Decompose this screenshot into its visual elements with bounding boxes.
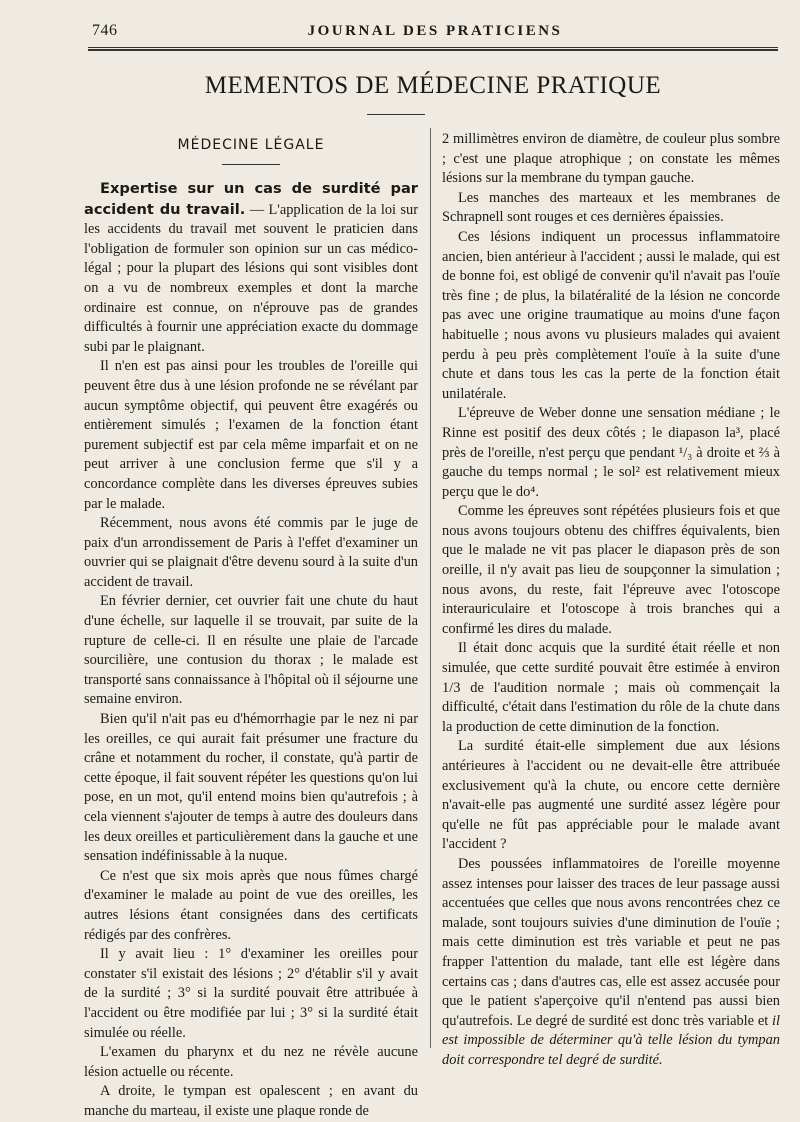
paragraph-text: Des poussées inflammatoires de l'oreille moyenne assez intenses pour laisser des traces de leur passage aussi accentuées que celles que nous avons rencontrées chez ce malade, sont toujours suivies d'une diminution de l'ouïe ; mais cette diminution est très variable et peut ne pas frapper l'attention du malade, tant elle est légère dans certains cas ; dans d'autres cas, elle est assez accusée pour que le patient s'aperçoive qu'il n'entend pas aussi bien qu'autrefois. Le degré de surdité est donc très variable et [442, 855, 780, 1029]
paragraph [442, 855, 780, 1071]
paragraph: Les manches des marteaux et les membranes de Schrapnell sont rouges et ces dernières épaissies. [442, 189, 780, 226]
paragraph: Comme les épreuves sont répétées plusieurs fois et que nous avons toujours obtenu des chiffres équivalents, bien que le malade ne vit pas placer le diapason près de son oreille, il n'y avait pas lieu de soupçonner la simulation ; nous avons, du reste, fait l'épreuve avec l'otoscope interauriculaire et l'otoscope à trois branches qui a confirmé les dires du malade. [442, 503, 780, 637]
left-column [84, 130, 418, 1122]
running-title: JOURNAL DES PRATICIENS [307, 22, 563, 39]
paragraph: Il n'en est pas ainsi pour les troubles de l'oreille qui peuvent être dus à une lésion profonde ne se révélant par aucun symptôme objectif, qui peuvent être exagérés ou entièrement simulés ; l'examen de la fonction étant purement subjectif est par cela même imparfait et on ne peut arriver à une conclusion ferme que s'il y a concordance complète dans les diverses épreuves subies par le malade. [84, 358, 418, 512]
subsection-title: MÉDECINE LÉGALE [177, 137, 325, 153]
paragraph: Il était donc acquis que la surdité était réelle et non simulée, que cette surdité pouvait être estimée à environ 1/3 de l'audition normale ; mais où commençait la difficulté, c'était dans l'estimation du rôle de la chute dans la production de cette diminution de la fonction. [442, 640, 780, 735]
paragraph-continued: 2 millimètres environ de diamètre, de couleur plus sombre ; c'est une plaque atrophique ; on constate les mêmes lésions sur la membrane du tympan gauche. [442, 131, 780, 187]
paragraph: En février dernier, cet ouvrier fait une chute du haut d'une échelle, sur laquelle il se trouvait, par suite de la rupture de celle-ci. Il en résulte une plaie de l'arcade sourcilière, une contusion du thorax ; le malade est transporté sans connaissance à l'hôpital où il séjourne une semaine environ. [84, 593, 418, 708]
paragraph: La surdité était-elle simplement due aux lésions antérieures à l'accident ou ne devait-elle être attribuée exclusivement qu'à la chute, ou encore cette dernière n'avait-elle pas augmenté une surdité assez légère pour qu'elle ne fût pas appréciable pour le malade avant l'accident ? [442, 738, 780, 853]
paragraph: Ces lésions indiquent un processus inflammatoire ancien, bien antérieur à l'accident ; aussi le malade, qui est de bonne foi, est obligé de convenir qu'il n'avait pas l'ouïe très fine ; de plus, la bilatéralité de la lésion ne concorde pas avec une origine traumatique au moins d'une façon habituelle ; nous avons vu plusieurs malades qui avaient perdu à peu près complètement l'ouïe à la suite d'une chute et dans tous les cas la perte de la fonction était unilatérale. [442, 228, 780, 402]
paragraph: Bien qu'il n'ait pas eu d'hémorrhagie par le nez ni par les oreilles, ce qui aurait fait présumer une fracture du crâne et notamment du rocher, il constate, qu'à partir de cette époque, il fait souvent répéter les questions qu'on lui pose, en un mot, qu'il entend moins bien qu'autrefois ; à cela viennent s'ajouter de temps à autre des douleurs dans les deux oreilles et particulièrement dans la gauche et une sensation indéfinissable à la nuque. [84, 711, 418, 865]
lead-text: — L'application de la loi sur les accidents du travail met souvent le praticien dans l'obligation de formuler son opinion sur un cas médico-légal ; pour la plupart des lésions qui sont visibles dont on a vu de nombreux exemples et dont la marche ordinaire est connue, on n'éprouve pas de grandes difficultés à fournir une appréciation exacte du dommage subi par le plaignant. [84, 201, 419, 355]
paragraph [84, 179, 418, 357]
paragraph: Récemment, nous avons été commis par le juge de paix d'un arrondissement de Paris à l'effet d'examiner un ouvrier qui se plaignait d'être devenu sourd à la suite d'un accident de travail. [84, 515, 418, 590]
section-title: MEMENTOS DE MÉDECINE PRATIQUE [204, 72, 662, 99]
italic-conclusion: il est impossible de déterminer qu'à telle lésion du tympan doit correspondre tel degré de surdité. [442, 1012, 780, 1068]
paragraph: Ce n'est que six mois après que nous fûmes chargé d'examiner le malade au point de vue des oreilles, les autres lésions étant consignées dans des certificats rédigés par des confrères. [84, 867, 418, 943]
right-column [442, 130, 780, 1071]
subsection-rule [222, 164, 280, 165]
lead-title: Expertise sur un cas de surdité par accident du travail. [84, 180, 418, 218]
paragraph: A droite, le tympan est opalescent ; en avant du manche du marteau, il existe une plaque ronde de [84, 1083, 418, 1119]
page-number: 746 [92, 22, 118, 39]
title-rule [367, 114, 425, 115]
paragraph: L'examen du pharynx et du nez ne révèle aucune lésion actuelle ou récente. [84, 1044, 418, 1080]
paragraph: Il y avait lieu : 1° d'examiner les oreilles pour constater s'il existait des lésions ; 2° d'établir s'il y avait de la surdité ; 3° si la surdité pouvait être attribuée à l'accident ou être modifiée par lui ; 3° si la surdité était simulée ou réelle. [84, 946, 418, 1041]
column-divider [430, 128, 431, 1048]
page-header [92, 18, 778, 44]
paragraph: L'épreuve de Weber donne une sensation médiane ; le Rinne est positif des deux côtés ; le diapason la³, placé près de l'oreille, n'est perçu que pendant ¹/₃ à droite et ⅔ à gauche du temps normal ; le sol² est relativement mieux perçu que le do⁴. [442, 405, 780, 500]
header-rule [88, 47, 778, 51]
